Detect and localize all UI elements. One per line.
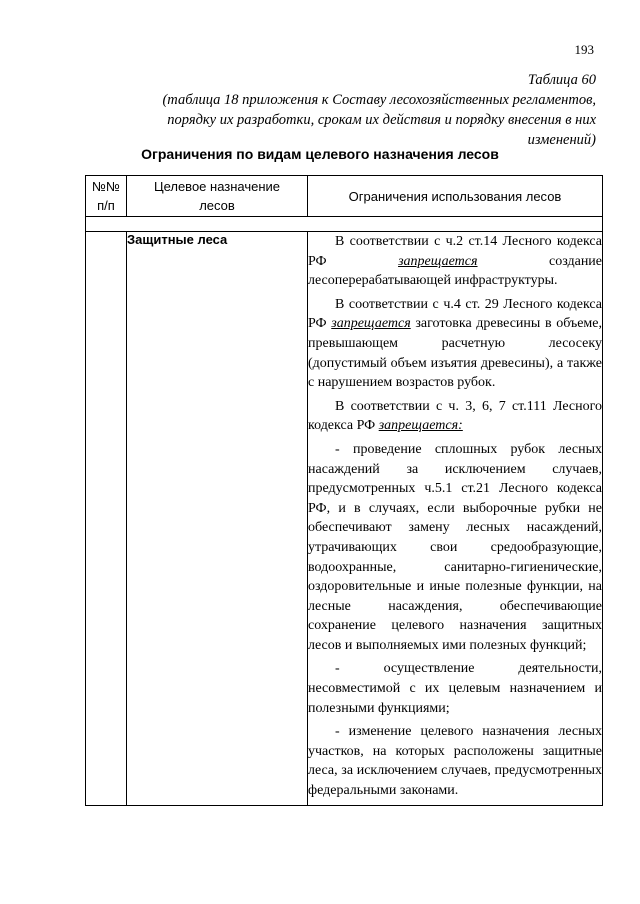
- emphasis-forbidden: запрещается: [331, 316, 411, 332]
- table-caption: [86, 70, 596, 150]
- restriction-list-item: - изменение целевого назначения лесных участков, на которых расположены защитные леса, за исключением случаев, предусмотренных федеральными законами.: [308, 724, 602, 799]
- restriction-paragraph: В соответствии с ч.2 ст.14 Лесного кодекса РФ запрещается создание лесоперерабатывающей инфраструктуры.: [308, 234, 603, 289]
- caption-line: порядку их разработки, срокам их действия и порядку внесения в них: [167, 112, 596, 128]
- row-restrictions: [308, 232, 603, 806]
- caption-line: (таблица 18 приложения к Составу лесохозяйственных регламентов,: [162, 92, 596, 108]
- row-number: [86, 232, 127, 806]
- header-purpose: [127, 176, 308, 217]
- restriction-paragraph: В соответствии с ч. 3, 6, 7 ст.111 Лесного кодекса РФ запрещается:: [308, 398, 602, 434]
- emphasis-forbidden: запрещается: [398, 253, 478, 269]
- caption-line: Таблица 60: [527, 72, 596, 88]
- restriction-paragraph: В соответствии с ч.4 ст. 29 Лесного кодекса РФ запрещается заготовка древесины в объеме, превышающем расчетную лесосеку (допустимый объем изъятия древесины), а также с нарушением возрастов рубок.: [308, 296, 603, 391]
- caption-line: изменений): [527, 132, 596, 148]
- table-row: [86, 232, 603, 806]
- emphasis-forbidden: запрещается:: [378, 418, 463, 434]
- table-spacer-row: [86, 217, 603, 232]
- header-number: [86, 176, 127, 217]
- header-restrictions: Ограничения использования лесов: [308, 176, 603, 217]
- header-purpose-line2: лесов: [199, 198, 235, 213]
- restriction-list-item: - проведение сплошных рубок лесных насаждений за исключением случаев, предусмотренных ч.5.1 ст.21 Лесного кодекса РФ, и в случаях, если выборочные рубки не обеспечивают замену лесных насаждений, утрачивающих свои средообразующие, водоохранные, санитарно-гигиенические, оздоровительные и иные полезные функции, на лесные насаждения, обеспечивающие сохранение целевого назначения защитных лесов и выполняемых ими полезных функций;: [308, 441, 602, 653]
- table-header-row: [86, 176, 603, 217]
- restriction-list-item: - осуществление деятельности, несовместимой с их целевым назначением и полезными функциями;: [308, 661, 602, 716]
- spacer-cell: [86, 217, 603, 232]
- page-number: 193: [574, 42, 594, 57]
- header-purpose-line1: Целевое назначение: [153, 179, 281, 194]
- row-purpose: Защитные леса: [127, 232, 308, 806]
- restrictions-table: [85, 175, 603, 806]
- header-number-line2: п/п: [97, 198, 115, 213]
- table-title: Ограничения по видам целевого назначения лесов: [141, 146, 499, 162]
- header-number-line1: №№: [92, 179, 120, 194]
